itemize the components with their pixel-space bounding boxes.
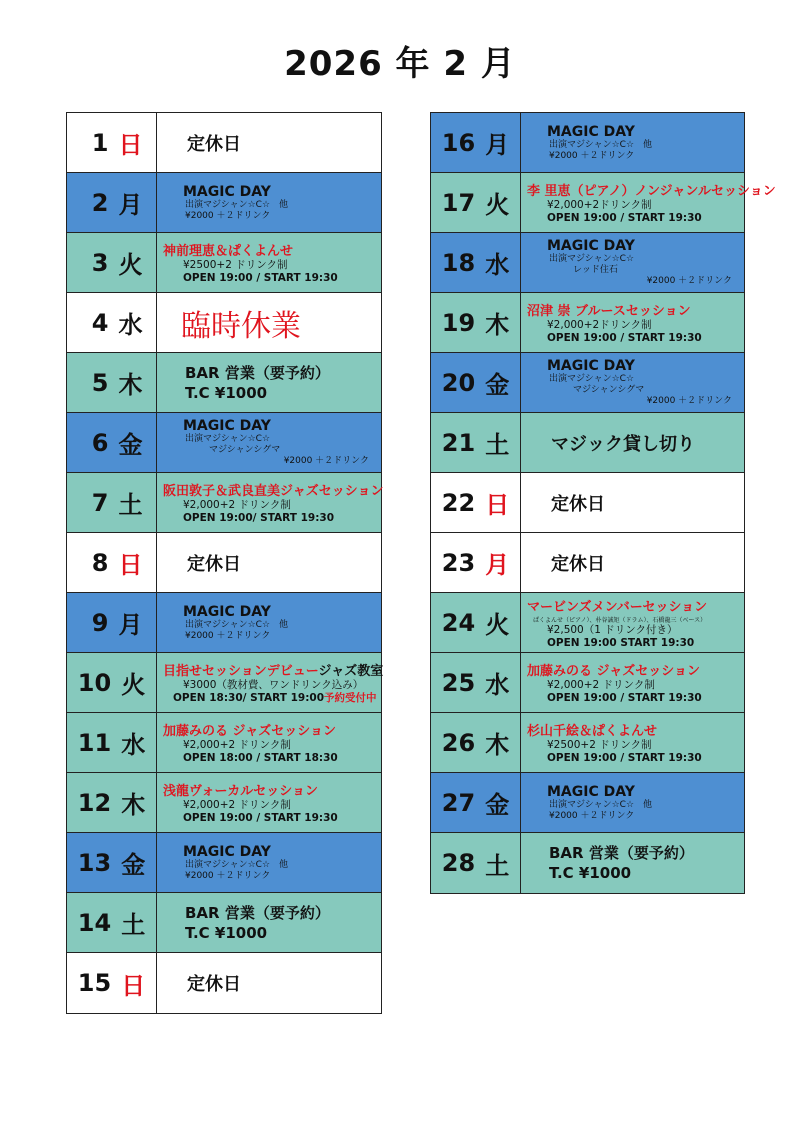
- day-number: 23: [441, 548, 476, 577]
- day-cell: [431, 833, 521, 893]
- reservation-badge: 予約受付中: [324, 692, 377, 704]
- day-number: 7: [91, 488, 109, 517]
- closed-notice: 臨時休業: [181, 308, 301, 344]
- day-cell: [431, 533, 521, 592]
- day-cell: [67, 173, 157, 232]
- day-number: 8: [91, 548, 109, 577]
- weekday-label: 水: [121, 731, 146, 759]
- day-content: [527, 593, 740, 652]
- price-line: ¥2000 ＋２ドリンク: [283, 456, 369, 466]
- performer-line: マジシャンシグマ: [209, 445, 281, 455]
- price-line: ¥2500+2 ドリンク制: [183, 259, 288, 271]
- day-row: [67, 953, 381, 1013]
- day-row: [67, 233, 381, 293]
- price-line: ¥3000（教材費、ワンドリンク込み）: [183, 679, 364, 691]
- calendar-column-left: [66, 112, 382, 1014]
- day-content: [163, 353, 377, 412]
- weekday-label: 金: [485, 791, 510, 819]
- event-title-black: ジャズ教室: [318, 664, 384, 679]
- day-content: [163, 653, 384, 712]
- performer-line: 出演マジシャン☆C☆: [549, 374, 635, 384]
- weekday-label: 金: [118, 431, 143, 459]
- day-number: 12: [77, 788, 112, 817]
- day-cell: [67, 773, 157, 832]
- day-cell: [67, 353, 157, 412]
- event-title-red: 目指せセッションデビュー: [163, 664, 319, 679]
- weekday-label: 月: [485, 551, 510, 579]
- day-content: [163, 773, 377, 832]
- day-number: 19: [441, 308, 476, 337]
- day-row: [431, 413, 744, 473]
- weekday-label: 木: [118, 371, 143, 399]
- day-number: 20: [441, 368, 476, 397]
- day-row: [67, 353, 381, 413]
- day-cell: [431, 653, 521, 712]
- day-row: [431, 293, 744, 353]
- day-row: [67, 533, 381, 593]
- time-line: OPEN 19:00/ START 19:30: [183, 512, 335, 524]
- weekday-label: 土: [121, 911, 146, 939]
- day-cell: [67, 533, 157, 592]
- price-line: ¥2,000+2 ドリンク制: [547, 679, 655, 691]
- day-content: [163, 533, 377, 592]
- time-line: OPEN 19:00 / START 19:30: [547, 332, 702, 344]
- time-line: OPEN 19:00 / START 19:30: [547, 752, 702, 764]
- day-cell: [431, 473, 521, 532]
- day-number: 22: [441, 488, 476, 517]
- day-content: [527, 233, 740, 292]
- performer-line: 出演マジシャン☆C☆ 他: [185, 199, 289, 210]
- day-note: 定休日: [187, 553, 241, 575]
- event-title: 杉山千絵＆ぱくよんせ: [527, 724, 658, 739]
- weekday-label: 木: [121, 791, 146, 819]
- time-line: [163, 692, 377, 705]
- day-number: 3: [91, 248, 109, 277]
- weekday-label: 月: [485, 131, 510, 159]
- time-line: OPEN 18:00 / START 18:30: [183, 752, 338, 764]
- day-row: [67, 773, 381, 833]
- bar-price: T.C ¥1000: [185, 383, 268, 402]
- day-note: 定休日: [187, 133, 241, 155]
- weekday-label: 日: [121, 971, 146, 1000]
- weekday-label: 火: [118, 251, 143, 279]
- day-cell: [67, 293, 157, 352]
- day-row: [67, 833, 381, 893]
- day-number: 25: [441, 668, 476, 697]
- day-number: 6: [91, 428, 109, 457]
- day-content: [163, 233, 377, 292]
- weekday-label: 木: [485, 311, 510, 339]
- page-title: 2026 年 2 月: [284, 44, 516, 84]
- day-content: [527, 413, 740, 472]
- day-content: [527, 473, 740, 532]
- day-number: 10: [77, 668, 112, 697]
- bar-title: BAR 営業（要予約）: [185, 903, 330, 922]
- event-title: MAGIC DAY: [547, 123, 635, 140]
- performer-line: 出演マジシャン☆C☆ 他: [185, 859, 289, 870]
- day-number: 14: [77, 908, 112, 937]
- day-content: [163, 833, 377, 892]
- day-content: [163, 473, 384, 532]
- day-row: [431, 113, 744, 173]
- weekday-label: 土: [485, 431, 510, 459]
- day-cell: [67, 713, 157, 772]
- weekday-label: 月: [118, 191, 143, 219]
- price-line: ¥2000 ＋２ドリンク: [185, 870, 271, 881]
- day-number: 4: [91, 308, 109, 337]
- day-number: 27: [441, 788, 476, 817]
- weekday-label: 水: [485, 251, 510, 279]
- day-number: 13: [77, 848, 112, 877]
- event-title: マービンズメンバーセッション: [527, 599, 708, 615]
- event-title: MAGIC DAY: [547, 358, 635, 374]
- day-row: [67, 893, 381, 953]
- day-cell: [67, 653, 157, 712]
- day-cell: [431, 413, 521, 472]
- day-row: [431, 473, 744, 533]
- day-content: [163, 893, 377, 952]
- day-cell: [67, 593, 157, 652]
- day-number: 5: [91, 368, 109, 397]
- day-number: 17: [441, 188, 476, 217]
- price-line: ¥2,500（1 ドリンク付き）: [547, 623, 678, 636]
- day-cell: [431, 173, 521, 232]
- day-row: [431, 533, 744, 593]
- price-line: ¥2,000+2 ドリンク制: [183, 499, 291, 511]
- price-line: ¥2000 ＋２ドリンク: [549, 810, 635, 821]
- day-number: 1: [91, 128, 109, 157]
- day-cell: [67, 233, 157, 292]
- event-title: 神前理恵＆ぱくよんせ: [163, 244, 294, 259]
- day-content: [163, 113, 377, 172]
- day-row: [67, 173, 381, 233]
- day-cell: [431, 773, 521, 832]
- event-title: 李 里恵（ピアノ）ノンジャンルセッション: [527, 184, 776, 199]
- weekday-label: 日: [118, 131, 143, 159]
- weekday-label: 金: [485, 371, 510, 399]
- weekday-label: 月: [118, 611, 143, 639]
- day-cell: [431, 593, 521, 652]
- day-note: 定休日: [551, 553, 605, 575]
- day-row: [67, 113, 381, 173]
- performer-line: マジシャンシグマ: [573, 385, 645, 395]
- weekday-label: 土: [118, 491, 143, 519]
- price-line: ¥2000 ＋２ドリンク: [646, 396, 732, 406]
- day-cell: [431, 113, 521, 172]
- day-cell: [67, 113, 157, 172]
- bar-title: BAR 営業（要予約）: [185, 363, 330, 382]
- day-number: 24: [441, 608, 476, 637]
- event-title: 加藤みのる ジャズセッション: [527, 664, 701, 679]
- day-number: 11: [77, 728, 112, 757]
- day-row: [431, 773, 744, 833]
- day-row: [67, 653, 384, 713]
- day-row: [431, 233, 744, 293]
- day-cell: [67, 953, 157, 1013]
- day-row: [431, 353, 744, 413]
- price-line: ¥2000 ＋２ドリンク: [549, 150, 635, 161]
- day-content: [527, 293, 740, 352]
- day-number: 28: [441, 849, 476, 877]
- weekday-label: 水: [118, 311, 143, 339]
- day-cell: [431, 353, 521, 412]
- weekday-label: 金: [121, 851, 146, 879]
- day-note: 定休日: [187, 974, 241, 995]
- bar-price: T.C ¥1000: [185, 923, 268, 942]
- price-line: ¥2000 ＋２ドリンク: [185, 630, 271, 641]
- day-row: [67, 713, 381, 773]
- weekday-label: 日: [118, 551, 143, 579]
- day-content: [527, 353, 740, 412]
- day-row: [67, 593, 381, 653]
- day-number: 2: [91, 188, 109, 217]
- event-title: 阪田敦子＆武良直美ジャズセッション: [163, 484, 384, 499]
- weekday-label: 火: [485, 611, 510, 639]
- day-content: [163, 413, 377, 472]
- day-content: [527, 533, 740, 592]
- day-content: [527, 833, 740, 893]
- bar-price: T.C ¥1000: [549, 864, 632, 882]
- day-row: [431, 173, 776, 233]
- day-content: [163, 953, 377, 1013]
- weekday-label: 火: [121, 671, 146, 699]
- day-content: [163, 713, 377, 772]
- day-content: [527, 653, 740, 712]
- performer-line: 出演マジシャン☆C☆ 他: [549, 799, 653, 810]
- weekday-label: 水: [485, 671, 510, 699]
- performer-line: レッド住石: [573, 265, 618, 275]
- day-cell: [67, 413, 157, 472]
- price-line: ¥2,000+2ドリンク制: [547, 319, 652, 331]
- day-cell: [431, 293, 521, 352]
- time-text: OPEN 18:30/ START 19:00: [173, 692, 325, 704]
- weekday-label: 土: [485, 851, 510, 880]
- day-number: 9: [91, 608, 109, 637]
- calendar-column-right: [430, 112, 776, 894]
- performer-line: 出演マジシャン☆C☆ 他: [549, 139, 653, 150]
- day-content: [527, 113, 740, 172]
- event-title: MAGIC DAY: [183, 418, 271, 434]
- event-title: MAGIC DAY: [547, 783, 635, 800]
- time-line: OPEN 19:00 / START 19:30: [183, 812, 338, 824]
- member-line: ぱくよんせ（ピアノ）、朴谷誠矩（ドラム）、石橋龍三（ベース）: [533, 616, 707, 624]
- day-content: [527, 173, 776, 232]
- weekday-label: 木: [485, 731, 510, 759]
- weekday-label: 火: [485, 191, 510, 219]
- performer-line: 出演マジシャン☆C☆: [549, 254, 635, 264]
- price-line: ¥2000 ＋２ドリンク: [185, 210, 271, 221]
- day-row: [431, 833, 744, 893]
- day-row: [431, 713, 744, 773]
- performer-line: 出演マジシャン☆C☆ 他: [185, 619, 289, 630]
- day-row: [67, 473, 384, 533]
- price-line: ¥2,000+2 ドリンク制: [183, 739, 291, 751]
- time-line: OPEN 19:00 / START 19:30: [547, 212, 702, 224]
- price-line: ¥2,000+2ドリンク制: [547, 199, 652, 211]
- day-row: [431, 653, 744, 713]
- day-number: 16: [441, 128, 476, 157]
- time-line: OPEN 19:00 / START 19:30: [547, 692, 702, 704]
- day-content: [163, 593, 377, 652]
- day-cell: [431, 233, 521, 292]
- event-title: MAGIC DAY: [547, 238, 635, 254]
- day-row: [67, 293, 381, 353]
- event-title: 加藤みのる ジャズセッション: [163, 724, 337, 739]
- day-content: [163, 173, 377, 232]
- day-number: 21: [441, 428, 476, 457]
- event-title: 沼津 崇 ブルースセッション: [527, 304, 691, 319]
- day-cell: [67, 833, 157, 892]
- price-line: ¥2000 ＋２ドリンク: [646, 276, 732, 286]
- day-number: 15: [77, 969, 112, 997]
- day-content: [163, 293, 377, 352]
- event-title: MAGIC DAY: [183, 603, 271, 620]
- day-number: 26: [441, 728, 476, 757]
- weekday-label: 日: [485, 491, 510, 519]
- time-line: OPEN 19:00 / START 19:30: [183, 272, 338, 284]
- day-number: 18: [441, 248, 476, 277]
- event-title: 浅龍ヴォーカルセッション: [163, 784, 318, 799]
- day-cell: [67, 473, 157, 532]
- performer-line: 出演マジシャン☆C☆: [185, 434, 271, 444]
- event-title: MAGIC DAY: [183, 843, 271, 860]
- price-line: ¥2,000+2 ドリンク制: [183, 799, 291, 811]
- day-content: [527, 773, 740, 832]
- day-note: 定休日: [551, 493, 605, 515]
- day-row: [431, 593, 744, 653]
- day-cell: [67, 893, 157, 952]
- day-row: [67, 413, 381, 473]
- day-cell: [431, 713, 521, 772]
- price-line: ¥2500+2 ドリンク制: [547, 739, 652, 751]
- day-note: マジック貸し切り: [551, 433, 695, 455]
- time-line: OPEN 19:00 START 19:30: [547, 636, 695, 649]
- bar-title: BAR 営業（要予約）: [549, 844, 694, 862]
- day-content: [527, 713, 740, 772]
- event-title: MAGIC DAY: [183, 183, 271, 200]
- event-title: [163, 660, 384, 679]
